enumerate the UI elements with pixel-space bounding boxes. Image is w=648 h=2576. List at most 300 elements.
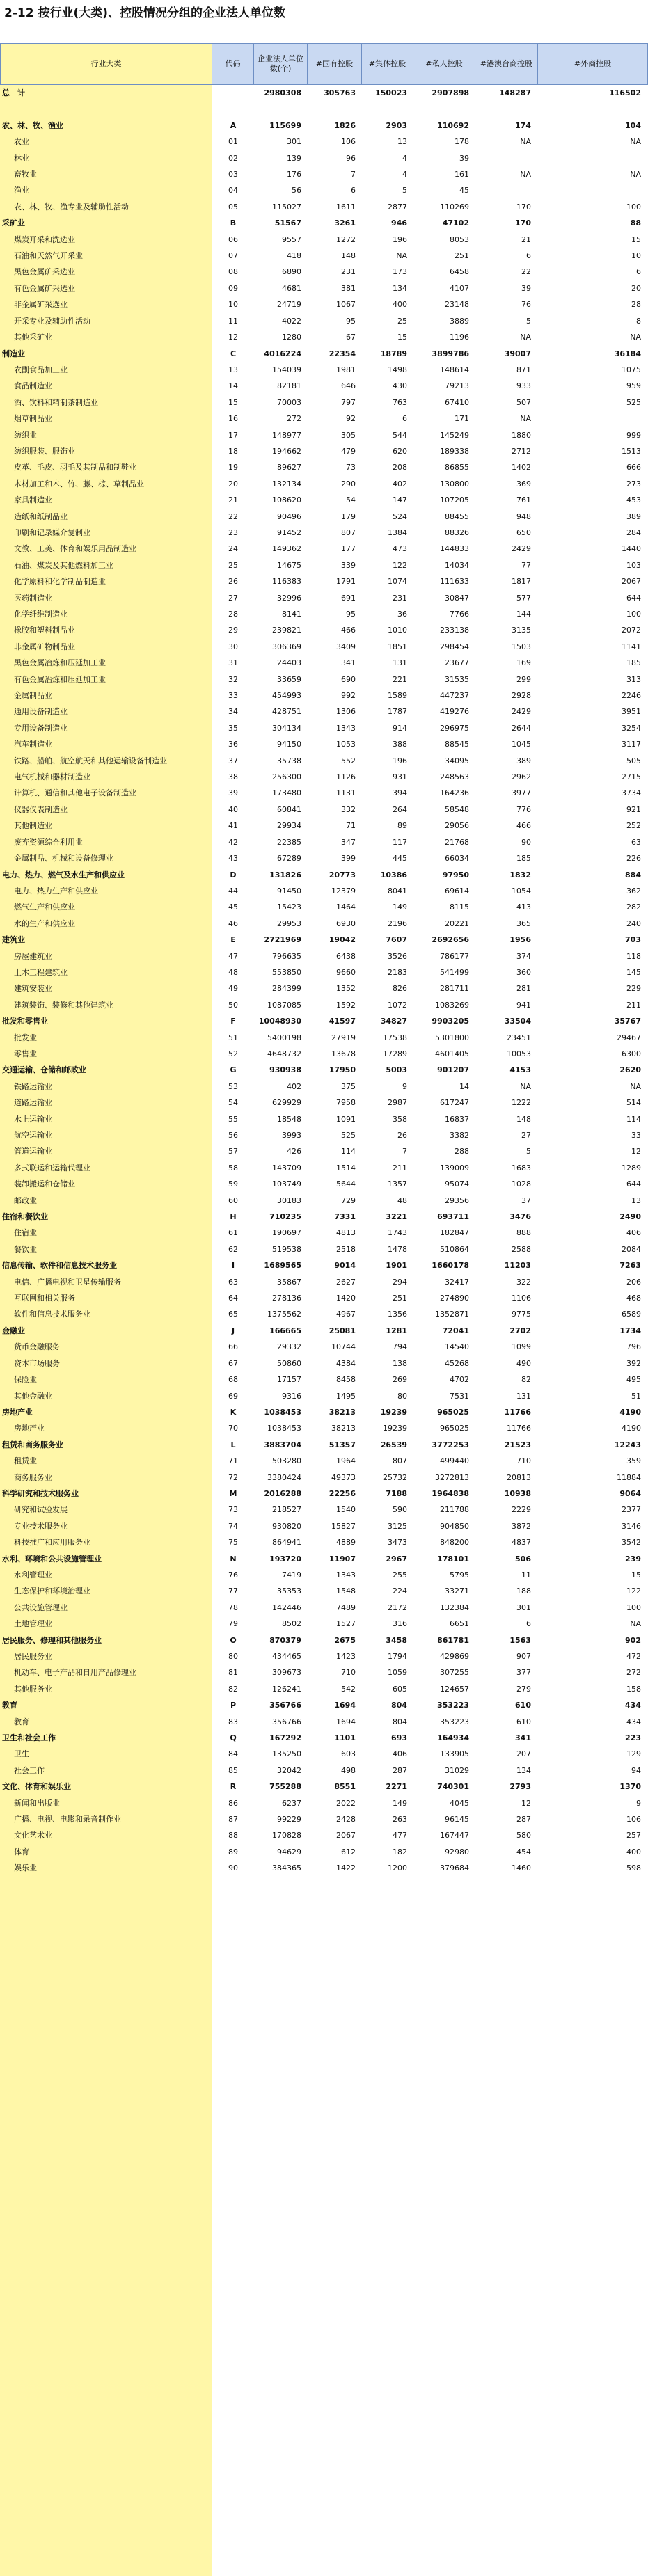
- cell-code: [212, 101, 254, 117]
- cell-foreign: 902: [625, 1635, 641, 1645]
- cell-hmt: 1402: [512, 463, 531, 472]
- cell-total: 90496: [277, 511, 301, 521]
- table-row: [0, 1404, 648, 1420]
- table-row: [0, 1600, 648, 1616]
- cell-code: 62: [228, 1244, 238, 1254]
- cell-industry: 非金属矿采选业: [0, 296, 212, 312]
- cell-hmt: 369: [516, 479, 531, 488]
- cell-total: 4681: [282, 283, 301, 293]
- cell-foreign: 129: [626, 1749, 641, 1759]
- cell-industry: 科学研究和技术服务业: [0, 1486, 212, 1502]
- cell-collective: 1072: [388, 1000, 407, 1010]
- cell-industry: 房地产业: [0, 1420, 212, 1436]
- cell-total: 170828: [272, 1831, 301, 1840]
- cell-private: 58548: [445, 804, 469, 814]
- cell-total: 870379: [269, 1635, 301, 1645]
- cell-code: 10: [228, 300, 238, 310]
- cell-foreign: 644: [626, 1179, 641, 1189]
- cell-state: 22256: [329, 1488, 356, 1498]
- cell-private: 178101: [437, 1554, 469, 1564]
- cell-foreign: 2377: [622, 1505, 641, 1515]
- cell-private: 288: [455, 1147, 469, 1156]
- cell-industry: 科技推广和应用服务业: [0, 1534, 212, 1550]
- table-row: [0, 1013, 648, 1029]
- cell-industry: 卫生和社会工作: [0, 1730, 212, 1746]
- cell-state: 1592: [336, 1000, 356, 1010]
- table-row: [0, 916, 648, 932]
- cell-hmt: 710: [516, 1456, 531, 1466]
- cell-industry: 有色金属冶炼和压延加工业: [0, 671, 212, 687]
- cell-code: 09: [228, 283, 238, 293]
- cell-collective: 182: [393, 1847, 407, 1857]
- cell-foreign: 114: [626, 1114, 641, 1124]
- cell-total: 272: [287, 414, 301, 424]
- cell-hmt: 907: [516, 1652, 531, 1661]
- cell-collective: 914: [393, 723, 407, 733]
- cell-foreign: 2084: [622, 1244, 641, 1254]
- cell-collective: 430: [393, 381, 407, 391]
- cell-collective: 2183: [388, 967, 407, 977]
- table-row: [0, 166, 648, 182]
- cell-total: 50860: [277, 1358, 301, 1368]
- cell-private: 79213: [445, 381, 469, 391]
- cell-collective: 402: [393, 479, 407, 488]
- cell-foreign: 240: [626, 919, 641, 928]
- cell-collective: 15: [397, 333, 407, 342]
- cell-foreign: 252: [626, 821, 641, 831]
- table-row: [0, 720, 648, 736]
- cell-code: 82: [228, 1684, 238, 1694]
- cell-hmt: 10938: [504, 1488, 531, 1498]
- cell-total: 89627: [277, 463, 301, 472]
- cell-private: 693711: [437, 1212, 469, 1222]
- table-row: [0, 1111, 648, 1127]
- cell-state: 1464: [336, 903, 356, 912]
- cell-foreign: [538, 411, 641, 427]
- cell-private: 4702: [450, 1375, 469, 1385]
- cell-industry: 酒、饮料和精制茶制造业: [0, 395, 212, 411]
- cell-hmt: 301: [516, 1603, 531, 1612]
- cell-foreign: 644: [626, 593, 641, 603]
- cell-private: 1964838: [432, 1488, 469, 1498]
- cell-code: 20: [228, 479, 238, 488]
- cell-code: 05: [228, 202, 238, 212]
- cell-foreign: 884: [625, 870, 641, 880]
- cell-state: 20773: [329, 870, 356, 880]
- cell-collective: 605: [393, 1684, 407, 1694]
- cell-state: 2022: [336, 1798, 356, 1808]
- table-row: [0, 1664, 648, 1680]
- cell-code: 14: [228, 381, 238, 391]
- cell-industry: 水上运输业: [0, 1111, 212, 1127]
- table-row: [0, 1860, 648, 1876]
- cell-collective: 1074: [388, 577, 407, 587]
- cell-foreign: 598: [626, 1863, 641, 1873]
- cell-code: 19: [228, 463, 238, 472]
- table-row: [0, 1453, 648, 1469]
- cell-state: 7489: [336, 1603, 356, 1612]
- cell-code: I: [231, 1261, 235, 1271]
- cell-collective: 1384: [388, 527, 407, 537]
- cell-industry: 医药制造业: [0, 590, 212, 606]
- cell-collective: 221: [393, 674, 407, 684]
- cell-code: 33: [228, 691, 238, 701]
- cell-hmt: 1563: [509, 1635, 531, 1645]
- cell-foreign: 12: [631, 1147, 641, 1156]
- cell-code: B: [230, 218, 237, 228]
- cell-state: 646: [341, 381, 356, 391]
- cell-state: 729: [341, 1195, 356, 1205]
- cell-hmt: 1832: [509, 870, 531, 880]
- cell-code: 58: [228, 1163, 238, 1172]
- cell-industry: 黑色金属冶炼和压延加工业: [0, 655, 212, 671]
- table-row: [0, 671, 648, 687]
- table-row: [0, 703, 648, 719]
- cell-industry: 金属制品、机械和设备修理业: [0, 850, 212, 866]
- cell-code: 89: [228, 1847, 238, 1857]
- table-row: [0, 1127, 648, 1143]
- cell-private: 848200: [440, 1538, 469, 1548]
- cell-collective: 804: [391, 1701, 407, 1710]
- cell-state: 2518: [336, 1244, 356, 1254]
- table-row: [0, 118, 648, 134]
- table-row: [0, 459, 648, 475]
- cell-collective: 804: [393, 1717, 407, 1726]
- cell-foreign: 118: [626, 951, 641, 961]
- cell-hmt: 360: [516, 967, 531, 977]
- cell-foreign: 400: [626, 1847, 641, 1857]
- cell-private: 32417: [445, 1277, 469, 1287]
- cell-state: 51357: [329, 1440, 356, 1449]
- cell-code: 71: [228, 1456, 238, 1466]
- cell-private: 96145: [445, 1815, 469, 1824]
- cell-industry: 电信、广播电视和卫星传输服务: [0, 1274, 212, 1290]
- table-row: [0, 557, 648, 573]
- cell-collective: 17538: [383, 1033, 407, 1042]
- cell-foreign: 116502: [609, 88, 641, 97]
- cell-state: 6930: [336, 919, 356, 928]
- cell-private: 39: [459, 153, 469, 163]
- table-row: [0, 655, 648, 671]
- table-row: [0, 753, 648, 769]
- cell-total: 132134: [272, 479, 301, 488]
- table-row: [0, 1241, 648, 1257]
- cell-state: 1791: [336, 577, 356, 587]
- table-row: [0, 639, 648, 655]
- cell-total: 239821: [272, 626, 301, 635]
- table-row: [0, 1811, 648, 1827]
- cell-state: 710: [341, 1668, 356, 1678]
- cell-industry: 煤炭开采和洗选业: [0, 232, 212, 248]
- col-header-foreign: #外商控股: [538, 43, 648, 85]
- cell-total: 356766: [269, 1701, 301, 1710]
- cell-code: 53: [228, 1081, 238, 1091]
- cell-industry: 其他采矿业: [0, 329, 212, 345]
- cell-hmt: 39007: [504, 349, 531, 358]
- cell-state: 12379: [331, 886, 356, 896]
- cell-state: 797: [341, 397, 356, 407]
- cell-total: 14675: [277, 560, 301, 570]
- cell-industry: 造纸和纸制品业: [0, 509, 212, 525]
- cell-foreign: 392: [626, 1358, 641, 1368]
- cell-private: 14540: [445, 1342, 469, 1352]
- cell-total: 4022: [282, 316, 301, 326]
- cell-industry: 石油和天然气开采业: [0, 248, 212, 264]
- cell-private: 45: [459, 186, 469, 196]
- cell-private: 353223: [437, 1701, 469, 1710]
- cell-collective: 400: [393, 300, 407, 310]
- cell-private: 14034: [445, 560, 469, 570]
- cell-total: 18548: [277, 1114, 301, 1124]
- cell-state: 339: [341, 560, 356, 570]
- cell-state: 305: [341, 430, 356, 440]
- cell-hmt: 21: [521, 234, 531, 244]
- cell-total: 864941: [272, 1538, 301, 1548]
- cell-total: 796635: [272, 951, 301, 961]
- cell-industry: 居民服务业: [0, 1648, 212, 1664]
- cell-state: 95: [346, 316, 356, 326]
- cell-state: 1420: [336, 1294, 356, 1303]
- cell-state: 15827: [331, 1521, 356, 1531]
- cell-hmt: [475, 150, 531, 166]
- cell-hmt: 170: [516, 202, 531, 212]
- cell-foreign: 158: [626, 1684, 641, 1694]
- cell-total: 24719: [277, 300, 301, 310]
- cell-total: 135250: [272, 1749, 301, 1759]
- cell-foreign: 9064: [619, 1488, 641, 1498]
- cell-code: 38: [228, 772, 238, 782]
- cell-hmt: 11203: [504, 1261, 531, 1271]
- cell-code: 48: [228, 967, 238, 977]
- cell-industry: 家具制造业: [0, 492, 212, 508]
- cell-total: 304134: [272, 723, 301, 733]
- cell-code: 69: [228, 1391, 238, 1401]
- cell-private: 274890: [440, 1294, 469, 1303]
- cell-collective: 122: [393, 560, 407, 570]
- cell-state: 73: [346, 463, 356, 472]
- cell-private: 14: [459, 1081, 469, 1091]
- cell-private: 31029: [445, 1765, 469, 1775]
- cell-total: 3883704: [264, 1440, 301, 1449]
- cell-industry: 房地产业: [0, 1404, 212, 1420]
- cell-state: 1514: [336, 1163, 356, 1172]
- cell-total: 309673: [272, 1668, 301, 1678]
- cell-collective: 3473: [388, 1538, 407, 1548]
- cell-foreign: 185: [626, 658, 641, 668]
- cell-code: 72: [228, 1472, 238, 1482]
- cell-private: 178: [455, 137, 469, 147]
- table-row: [0, 1372, 648, 1388]
- cell-industry: 农业: [0, 134, 212, 150]
- table-row: [0, 1437, 648, 1453]
- cell-hmt: 207: [516, 1749, 531, 1759]
- cell-total: 35867: [277, 1277, 301, 1287]
- cell-industry: 皮革、毛皮、羽毛及其制品和制鞋业: [0, 459, 212, 475]
- cell-hmt: 6: [526, 1619, 531, 1629]
- cell-foreign: 1734: [619, 1326, 641, 1335]
- cell-industry: 纺织服装、服饰业: [0, 443, 212, 459]
- cell-collective: 1794: [388, 1652, 407, 1661]
- cell-total: 24403: [277, 658, 301, 668]
- cell-collective: 358: [393, 1114, 407, 1124]
- cell-state: 1611: [336, 202, 356, 212]
- table-row: [0, 476, 648, 492]
- cell-state: 992: [341, 691, 356, 701]
- cell-hmt: 3872: [512, 1521, 531, 1531]
- col-header-total: 企业法人单位数(个): [254, 43, 308, 85]
- cell-hmt: 1880: [512, 430, 531, 440]
- cell-private: 3899786: [432, 349, 469, 358]
- cell-total: 99229: [277, 1815, 301, 1824]
- cell-industry: 专用设备制造业: [0, 720, 212, 736]
- cell-code: 90: [228, 1863, 238, 1873]
- cell-collective: 2967: [386, 1554, 407, 1564]
- cell-hmt: 341: [515, 1733, 531, 1743]
- cell-total: 218527: [272, 1505, 301, 1515]
- table-row: [0, 1567, 648, 1583]
- cell-total: 6237: [282, 1798, 301, 1808]
- cell-total: 710235: [269, 1212, 301, 1222]
- cell-state: 5644: [336, 1179, 356, 1189]
- cell-foreign: 100: [626, 610, 641, 619]
- cell-industry: 建筑业: [0, 932, 212, 948]
- table-row: [0, 1274, 648, 1290]
- cell-hmt: 3977: [512, 788, 531, 798]
- table-row: [0, 525, 648, 541]
- cell-code: 81: [228, 1668, 238, 1678]
- cell-collective: 251: [393, 1294, 407, 1303]
- cell-total: 384365: [272, 1863, 301, 1873]
- cell-collective: 287: [393, 1765, 407, 1775]
- cell-industry: 装卸搬运和仓储业: [0, 1176, 212, 1192]
- cell-total: 115699: [269, 120, 301, 130]
- cell-private: 45268: [445, 1358, 469, 1368]
- cell-industry: 燃气生产和供应业: [0, 899, 212, 915]
- cell-collective: 946: [391, 218, 407, 228]
- cell-state: 2067: [336, 1831, 356, 1840]
- cell-code: R: [230, 1782, 237, 1792]
- cell-industry: 多式联运和运输代理业: [0, 1160, 212, 1176]
- cell-collective: 263: [393, 1815, 407, 1824]
- cell-state: 4384: [336, 1358, 356, 1368]
- cell-state: 148: [341, 251, 356, 261]
- cell-total: 4016224: [264, 349, 301, 358]
- cell-hmt: 144: [516, 610, 531, 619]
- cell-foreign: 434: [626, 1717, 641, 1726]
- cell-private: 211788: [440, 1505, 469, 1515]
- cell-hmt: 1222: [512, 1098, 531, 1108]
- table-row: [0, 215, 648, 231]
- cell-code: F: [230, 1017, 236, 1026]
- cell-foreign: 1289: [622, 1163, 641, 1172]
- cell-private: 139009: [440, 1163, 469, 1172]
- cell-collective: 5003: [386, 1065, 407, 1075]
- cell-foreign: 1141: [622, 642, 641, 651]
- cell-code: 34: [228, 707, 238, 717]
- cell-foreign: 63: [631, 837, 641, 847]
- table-row: [0, 818, 648, 834]
- table-row: [0, 1616, 648, 1632]
- cell-code: 50: [228, 1000, 238, 1010]
- cell-total: 154039: [272, 365, 301, 374]
- cell-collective: 1356: [388, 1310, 407, 1319]
- cell-hmt: 11: [521, 1570, 531, 1580]
- cell-private: 1196: [450, 333, 469, 342]
- cell-state: [308, 101, 356, 117]
- cell-collective: 1281: [386, 1326, 407, 1335]
- cell-industry: 住宿业: [0, 1225, 212, 1241]
- cell-state: 2428: [336, 1815, 356, 1824]
- cell-industry: 土地管理业: [0, 1616, 212, 1632]
- cell-collective: 3221: [386, 1212, 407, 1222]
- cell-private: 1083269: [435, 1000, 469, 1010]
- cell-industry: 土木工程建筑业: [0, 964, 212, 980]
- cell-state: 11907: [329, 1554, 356, 1564]
- cell-state: 1540: [336, 1505, 356, 1515]
- cell-collective: 5: [402, 186, 407, 196]
- cell-total: 301: [287, 137, 301, 147]
- table-row: [0, 1339, 648, 1355]
- cell-private: 33271: [445, 1587, 469, 1596]
- cell-collective: 620: [393, 446, 407, 456]
- cell-total: 35738: [277, 756, 301, 765]
- cell-total: 70003: [277, 397, 301, 407]
- cell-private: 3382: [450, 1131, 469, 1140]
- cell-state: 1343: [336, 723, 356, 733]
- cell-private: 786177: [440, 951, 469, 961]
- cell-private: 29056: [445, 821, 469, 831]
- cell-total: 418: [287, 251, 301, 261]
- cell-private: 248563: [440, 772, 469, 782]
- table-row: [0, 606, 648, 622]
- cell-code: 56: [228, 1131, 238, 1140]
- cell-total: 8502: [282, 1619, 301, 1629]
- cell-foreign: 226: [626, 854, 641, 864]
- cell-collective: 150023: [375, 88, 407, 97]
- cell-collective: 590: [393, 1505, 407, 1515]
- table-row: [0, 899, 648, 915]
- cell-collective: 1200: [388, 1863, 407, 1873]
- cell-hmt: NA: [520, 333, 531, 342]
- cell-total: 278136: [272, 1294, 301, 1303]
- cell-industry: 文化、体育和娱乐业: [0, 1779, 212, 1795]
- cell-foreign: 2072: [622, 626, 641, 635]
- cell-private: 130800: [440, 479, 469, 488]
- cell-collective: 26539: [380, 1440, 407, 1449]
- cell-foreign: 9: [636, 1798, 641, 1808]
- cell-collective: 196: [393, 234, 407, 244]
- table-row: [0, 622, 648, 638]
- cell-code: 30: [228, 642, 238, 651]
- cell-industry: 信息传输、软件和信息技术服务业: [0, 1257, 212, 1273]
- cell-industry: 金融业: [0, 1323, 212, 1339]
- cell-private: 95074: [445, 1179, 469, 1189]
- cell-total: 30183: [277, 1195, 301, 1205]
- cell-collective: 394: [393, 788, 407, 798]
- cell-hmt: 1503: [512, 642, 531, 651]
- cell-total: 29332: [277, 1342, 301, 1352]
- cell-code: 45: [228, 903, 238, 912]
- cell-total: 629929: [272, 1098, 301, 1108]
- cell-foreign: 666: [626, 463, 641, 472]
- cell-total: 17157: [277, 1375, 301, 1385]
- cell-total: 35353: [277, 1587, 301, 1596]
- table-row: [0, 1143, 648, 1159]
- cell-state: 1131: [336, 788, 356, 798]
- cell-collective: 1478: [388, 1244, 407, 1254]
- cell-code: M: [229, 1488, 237, 1498]
- cell-private: 161: [455, 170, 469, 180]
